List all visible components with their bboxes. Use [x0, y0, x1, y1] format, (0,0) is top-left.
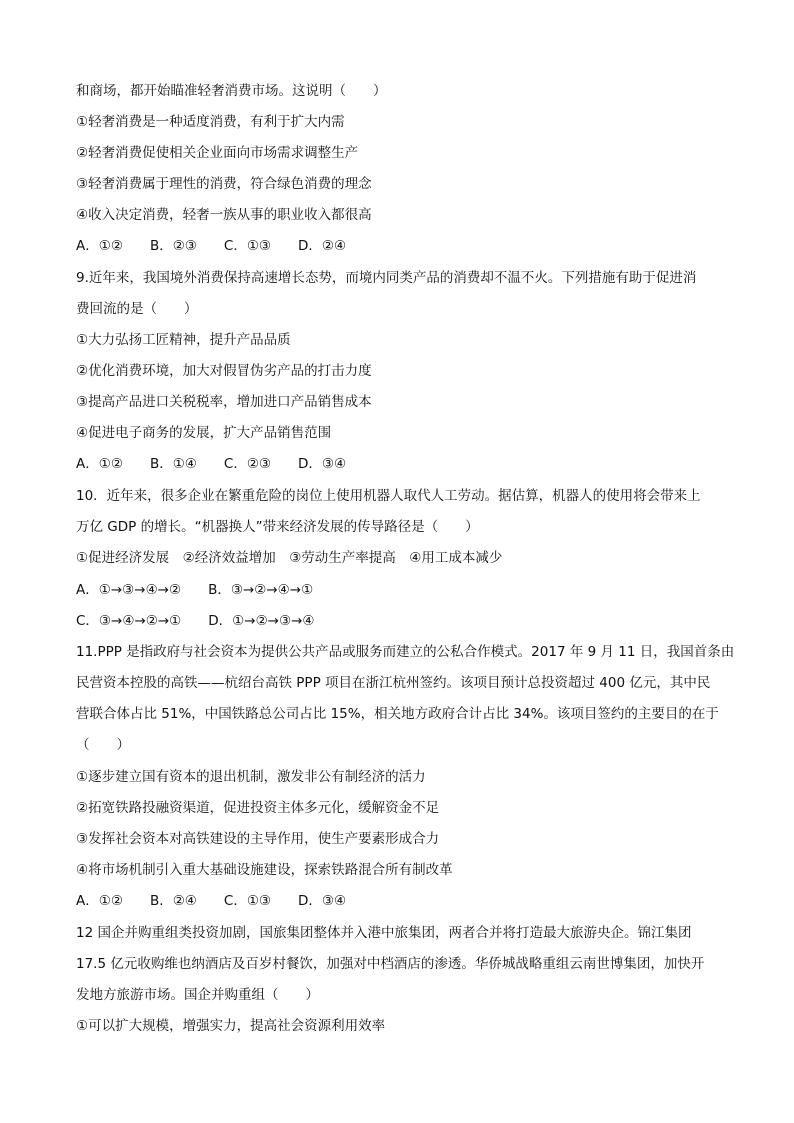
text-line: 民营资本控股的高铁——杭绍台高铁 PPP 项目在浙江杭州签约。该项目预计总投资超过 400 亿元，其中民	[76, 675, 711, 691]
question-11: 11.PPP 是指政府与社会资本为提供公共产品或服务而建立的公私合作模式。2017 年 9 月 11 日，我国首条由	[76, 644, 735, 660]
text-line: 和商场，都开始瞄准轻奢消费市场。这说明（ ）	[76, 83, 387, 99]
text-line: ②轻奢消费促使相关企业面向市场需求调整生产	[76, 145, 359, 161]
text-line: ②优化消费环境，加大对假冒伪劣产品的打击力度	[76, 363, 372, 379]
question-9: 9.近年来，我国境外消费保持高速增长态势，而境内同类产品的消费却不温不火。下列措施有助于促进消	[76, 270, 697, 286]
text-line: ④将市场机制引入重大基础设施建设，探索铁路混合所有制改革	[76, 862, 453, 878]
answer-options: A．①② B．②④ C．①③ D．③④	[76, 893, 347, 909]
text-line: ②拓宽铁路投融资渠道，促进投资主体多元化，缓解资金不足	[76, 800, 440, 816]
answer-options: C．③→④→②→① D．①→②→③→④	[76, 613, 315, 629]
text-line: ③轻奢消费属于理性的消费，符合绿色消费的理念	[76, 176, 372, 192]
text-line: ①大力弘扬工匠精神，提升产品品质	[76, 332, 291, 348]
text-line: ①促进经济发展 ②经济效益增加 ③劳动生产率提高 ④用工成本减少	[76, 550, 503, 566]
answer-options: A．①② B．②③ C．①③ D．②④	[76, 238, 347, 254]
text-line: ④收入决定消费，轻奢一族从事的职业收入都很高	[76, 207, 372, 223]
text-line: ①可以扩大规模，增强实力，提高社会资源利用效率	[76, 1018, 386, 1034]
text-line: 万亿 GDP 的增长。“机器换人”带来经济发展的传导路径是（ ）	[76, 519, 479, 535]
text-line: 费回流的是（ ）	[76, 301, 198, 317]
text-line: 17.5 亿元收购维也纳酒店及百岁村餐饮，加强对中档酒店的渗透。华侨城战略重组云南世博集团，加快开	[76, 956, 705, 972]
text-line: ①轻奢消费是一种适度消费，有利于扩大内需	[76, 114, 345, 130]
answer-options: A．①② B．①④ C．②③ D．③④	[76, 456, 347, 472]
text-line: ③发挥社会资本对高铁建设的主导作用，使生产要素形成合力	[76, 831, 440, 847]
question-12: 12 国企并购重组类投资加剧，国旅集团整体并入港中旅集团，两者合并将打造最大旅游央企。锦江集团	[76, 925, 692, 941]
answer-options: A．①→③→④→② B．③→②→④→①	[76, 582, 314, 598]
text-line: ③提高产品进口关税税率，增加进口产品销售成本	[76, 394, 372, 410]
text-line: ④促进电子商务的发展，扩大产品销售范围	[76, 425, 332, 441]
text-line: 营联合体占比 51%，中国铁路总公司占比 15%，相关地方政府合计占比 34%。该项目签约的主要目的在于	[76, 706, 719, 722]
text-line: 发地方旅游市场。国企并购重组（ ）	[76, 987, 319, 1003]
question-10: 10．近年来，很多企业在繁重危险的岗位上使用机器人取代人工劳动。据估算，机器人的使用将会带来上	[76, 488, 701, 504]
text-line: ①逐步建立国有资本的退出机制，激发非公有制经济的活力	[76, 769, 426, 785]
text-line: （ ）	[76, 737, 130, 753]
